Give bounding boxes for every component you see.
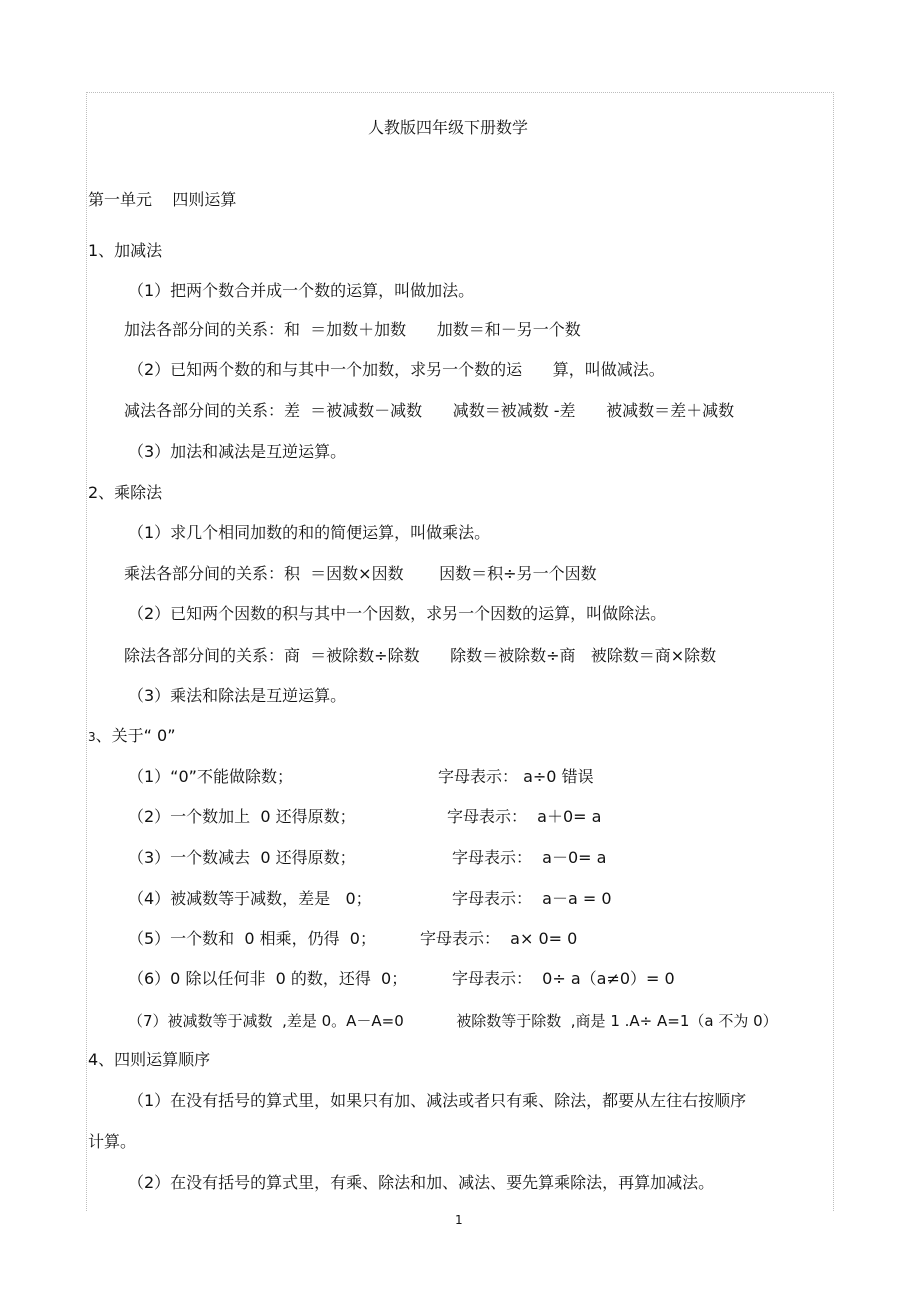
section-2-para-2: （2）已知两个因数的积与其中一个因数，求另一个因数的运算，叫做除法。 — [128, 604, 667, 623]
section-2-para-1: （1）求几个相同加数的和的简便运算，叫做乘法。 — [128, 523, 491, 542]
section-1-relation-2: 减法各部分间的关系：差 ＝被减数－减数 减数＝被减数 -差 被减数＝差＋减数 — [124, 401, 735, 420]
section-4-para-1-continued: 计算。 — [88, 1132, 137, 1151]
zero-rule-7: （7）被减数等于减数 ,差是 0。A－A=0 被除数等于除数 ,商是 1 .A÷ A=1（a 不为 0） — [128, 1012, 778, 1030]
zero-rule-3: （3）一个数减去 0 还得原数； — [128, 848, 356, 867]
section-1-para-3: （3）加法和减法是互逆运算。 — [128, 442, 347, 461]
section-1-para-1: （1）把两个数合并成一个数的运算，叫做加法。 — [128, 281, 475, 300]
unit-heading: 第一单元 四则运算 — [88, 190, 237, 209]
section-1-heading: 1、加减法 — [88, 241, 163, 260]
zero-rule-2-formula: 字母表示： a＋0= a — [447, 807, 602, 826]
section-3-heading-text: 、关于“ 0” — [95, 726, 176, 745]
section-4-para-2: （2）在没有括号的算式里，有乘、除法和加、减法、要先算乘除法，再算加减法。 — [128, 1173, 715, 1192]
section-4-para-1: （1）在没有括号的算式里，如果只有加、减法或者只有乘、除法，都要从左往右按顺序 — [128, 1091, 747, 1110]
zero-rule-3-formula: 字母表示： a－0= a — [452, 848, 607, 867]
zero-rule-1: （1）“0”不能做除数； — [128, 767, 293, 786]
zero-rule-5-formula: 字母表示： a× 0= 0 — [420, 929, 578, 948]
section-2-relation-1: 乘法各部分间的关系：积 ＝因数×因数 因数＝积÷另一个因数 — [124, 564, 597, 583]
page-number: 1 — [455, 1213, 463, 1227]
zero-rule-6: （6）0 除以任何非 0 的数，还得 0； — [128, 969, 408, 988]
zero-rule-5: （5）一个数和 0 相乘，仍得 0； — [128, 929, 376, 948]
section-3-heading-number: 3 — [88, 730, 96, 744]
zero-rule-4: （4）被减数等于减数，差是 0； — [128, 889, 372, 908]
zero-rule-4-formula: 字母表示： a－a = 0 — [452, 889, 612, 908]
section-3-heading — [88, 726, 176, 747]
zero-rule-6-formula: 字母表示： 0÷ a（a≠0）= 0 — [452, 969, 675, 988]
section-2-para-3: （3）乘法和除法是互逆运算。 — [128, 686, 347, 705]
document-title: 人教版四年级下册数学 — [368, 118, 529, 137]
zero-rule-2: （2）一个数加上 0 还得原数； — [128, 807, 356, 826]
section-1-para-2: （2）已知两个数的和与其中一个加数，求另一个数的运 算，叫做减法。 — [128, 360, 665, 379]
section-1-relation-1: 加法各部分间的关系：和 ＝加数＋加数 加数＝和－另一个数 — [124, 320, 581, 339]
section-2-relation-2: 除法各部分间的关系：商 ＝被除数÷除数 除数＝被除数÷商 被除数＝商×除数 — [124, 646, 717, 665]
section-2-heading: 2、乘除法 — [88, 483, 163, 502]
section-4-heading: 4、四则运算顺序 — [88, 1050, 211, 1069]
zero-rule-1-formula: 字母表示： a÷0 错误 — [438, 767, 594, 786]
